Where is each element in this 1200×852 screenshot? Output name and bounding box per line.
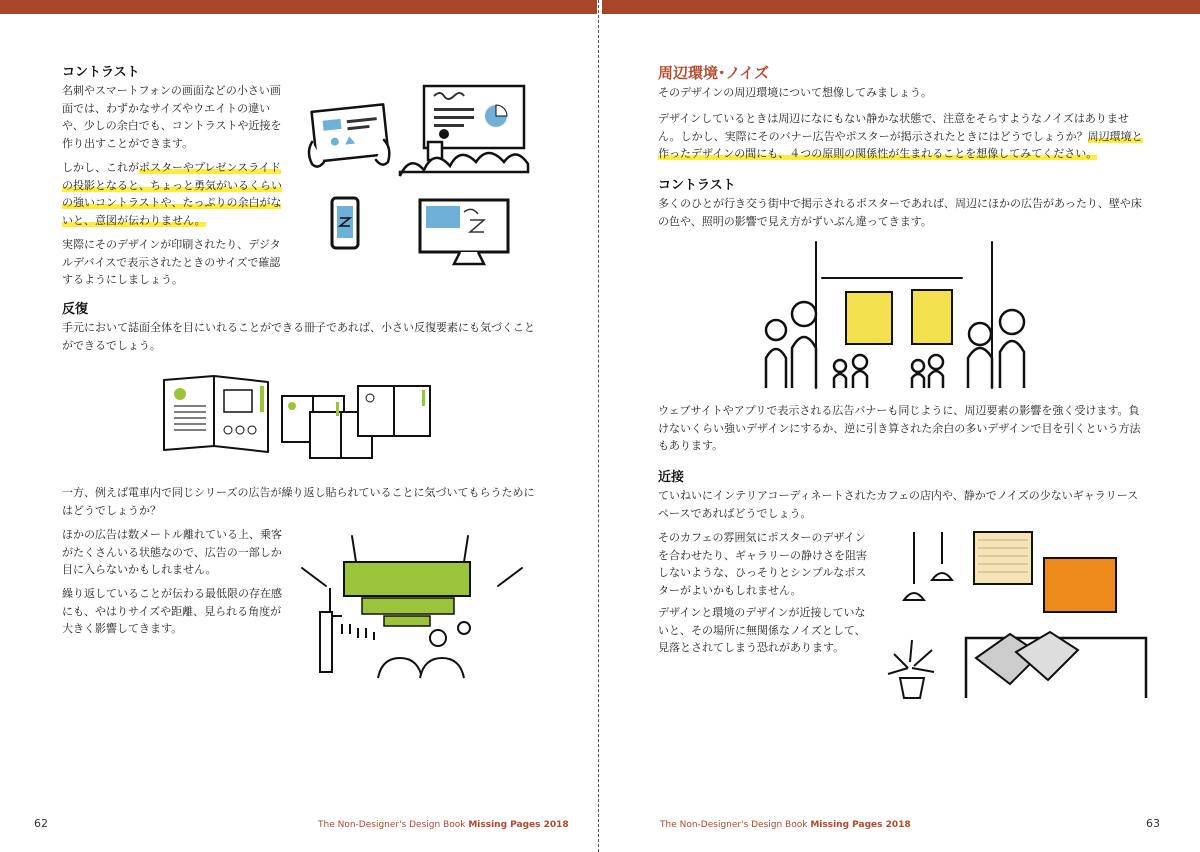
repetition-heading: 反復 [62, 302, 89, 317]
repetition-paragraph-3: ほかの広告は数メートル離れている上、乗客がたくさんいる状態なので、広告の一部しか目に入らないかもしれません。 [62, 528, 282, 576]
train-ad-illustration-group [292, 528, 532, 680]
street-posters-illustration [762, 238, 1032, 398]
street-posters-illustration-group [762, 238, 1032, 398]
proximity-paragraph-1: ていねいにインテリアコーディネートされたカフェの店内や、静かでノイズの少ないギャラリースペースであればどうでしょう。 [658, 489, 1139, 520]
contrast-paragraph-1: 多くのひとが行き交う街中で掲示されるポスターであれば、周辺にほかの広告があったり、壁や床の色や、照明の影響で見え方がずいぶん違ってきます。 [658, 197, 1142, 228]
proximity-paragraph-2: そのカフェの雰囲気にポスターのデザインを合わせたり、ギャラリーの静けさを阻害しないような、ひっそりとシンプルなポスターがよいかもしれません。 [658, 531, 867, 597]
magazine-illustration [160, 372, 440, 462]
contrast-paragraph-3: 実際にそのデザインが印刷されたり、デジタルデバイスで表示されたときのサイズで確認するようにしましょう。 [62, 238, 281, 286]
page-number-right: 63 [1146, 817, 1160, 830]
spread-gutter [598, 0, 599, 852]
page-right [602, 0, 1200, 852]
highlight: ポスターやプレゼンスライドの投影となると、ちょっと勇気がいるくらいの強いコントラストや、たっぷりの余白がないと、意図が伝わりません。 [62, 161, 282, 227]
page-number-left: 62 [34, 817, 48, 830]
footer-left: The Non-Designer's Design Book Missing Pages 2018 [318, 820, 569, 830]
contrast-paragraph-2: しかし、これがポスターやプレゼンスライドの投影となると、ちょっと勇気がいるくらいの強いコントラストや、たっぷりの余白がないと、意図が伝わりません。 [62, 161, 282, 227]
contrast-illustration-group [300, 80, 550, 270]
repetition-paragraph-1: 手元において誌面全体を目にいれることができる冊子であれば、小さい反復要素にも気づくことができるでしょう。 [62, 321, 535, 352]
contrast-heading: コントラスト [62, 65, 140, 80]
repetition-paragraph-2: 一方、例えば電車内で同じシリーズの広告が繰り返し貼られていることに気づいてもらうためにはどうでしょうか？ [62, 486, 535, 517]
proximity-heading: 近接 [658, 470, 685, 485]
cafe-gallery-illustration [882, 528, 1152, 708]
contrast-heading: コントラスト [658, 178, 736, 193]
repetition-paragraph-4: 繰り返していることが伝わる最低限の存在感にも、やはりサイズや距離、見られる角度が大きく影響してきます。 [62, 587, 282, 635]
train-ad-illustration [292, 528, 532, 680]
environment-paragraph-2: デザインしているときは周辺になにもない静かな状態で、注意をそらすようなノイズはありません。しかし、実際にそのバナー広告やポスターが掲示されたときにはどうでしょうか？周辺環境と作ったデザインの間にも、４つの原則の関係性が生まれることを想像してみてください。 [658, 112, 1143, 160]
proximity-paragraph-3: デザインと環境のデザインが近接していないと、その場所に無関係なノイズとして、見落とされてしまう恐れがあります。 [658, 606, 866, 654]
page-left [0, 0, 597, 852]
footer-right: The Non-Designer's Design Book Missing Pages 2018 [660, 820, 911, 830]
contrast-paragraph-2: ウェブサイトやアプリで表示される広告バナーも同じように、周辺要素の影響を強く受けます。負けないくらい強いデザインにするか、逆に引き算された余白の多いデザインで目を引くという方法もあります。 [658, 404, 1141, 452]
business-card-illustration [300, 80, 550, 270]
environment-paragraph-1: そのデザインの周辺環境について想像してみましょう。 [658, 86, 933, 99]
magazine-illustration-group [160, 372, 440, 462]
cafe-gallery-illustration-group [882, 528, 1152, 708]
environment-heading: 周辺環境･ノイズ [658, 64, 770, 82]
highlight: 周辺環境と作ったデザインの間にも、４つの原則の関係性が生まれることを想像してみてください。 [658, 129, 1143, 160]
contrast-paragraph-1: 名刺やスマートフォンの画面などの小さい画面では、わずかなサイズやウエイトの違いや、少しの余白でも、コントラストや近接を作り出すことができます。 [62, 84, 282, 150]
